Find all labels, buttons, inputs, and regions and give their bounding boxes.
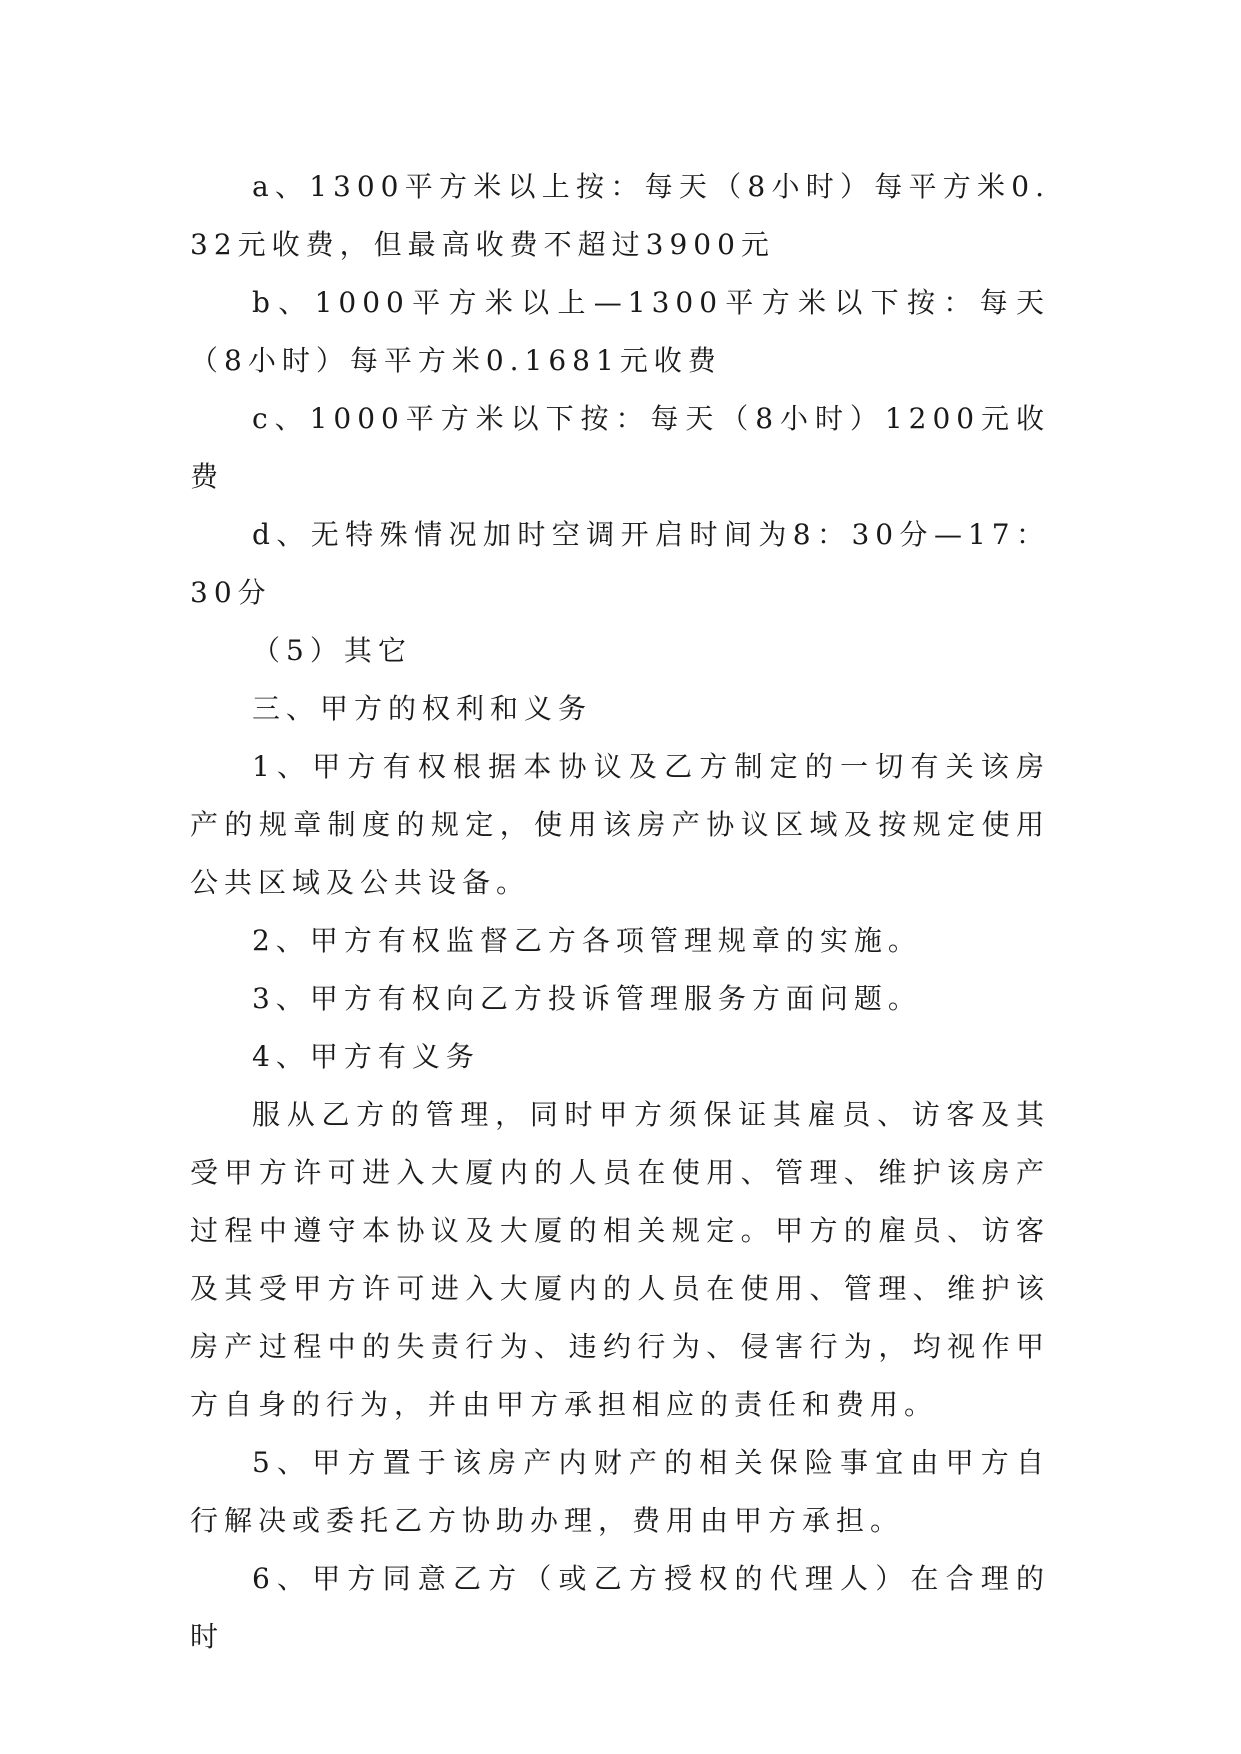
paragraph-ac-rate-b: b、1000平方米以上—1300平方米以下按：每天（8小时）每平方米0.1681元收费	[190, 286, 1050, 377]
paragraph-ac-rate-c: c、1000平方米以下按：每天（8小时）1200元收费	[190, 402, 1050, 493]
paragraph-clause-2: 2、甲方有权监督乙方各项管理规章的实施。	[252, 924, 922, 957]
paragraph-ac-rate-a: a、1300平方米以上按：每天（8小时）每平方米0.32元收费，但最高收费不超过3900元	[190, 170, 1050, 261]
paragraph-clause-1: 1、甲方有权根据本协议及乙方制定的一切有关该房产的规章制度的规定，使用该房产协议区域及按规定使用公共区域及公共设备。	[190, 750, 1050, 899]
paragraph-clause-4-detail: 服从乙方的管理，同时甲方须保证其雇员、访客及其受甲方许可进入大厦内的人员在使用、管理、维护该房产过程中遵守本协议及大厦的相关规定。甲方的雇员、访客及其受甲方许可进入大厦内的人员在使用、管理、维护该房产过程中的失责行为、违约行为、侵害行为，均视作甲方自身的行为，并由甲方承担相应的责任和费用。	[190, 1098, 1050, 1421]
paragraph-other: （5）其它	[252, 634, 412, 667]
document-body	[190, 158, 1050, 1666]
section-heading-rights-obligations: 三、甲方的权利和义务	[252, 692, 593, 725]
paragraph-clause-3: 3、甲方有权向乙方投诉管理服务方面问题。	[252, 982, 922, 1015]
paragraph-clause-5: 5、甲方置于该房产内财产的相关保险事宜由甲方自行解决或委托乙方协助办理，费用由甲方承担。	[190, 1446, 1050, 1537]
paragraph-ac-hours-d: d、无特殊情况加时空调开启时间为8：30分—17：30分	[190, 518, 1050, 609]
paragraph-clause-4: 4、甲方有义务	[252, 1040, 480, 1073]
paragraph-clause-6: 6、甲方同意乙方（或乙方授权的代理人）在合理的时	[190, 1562, 1050, 1653]
